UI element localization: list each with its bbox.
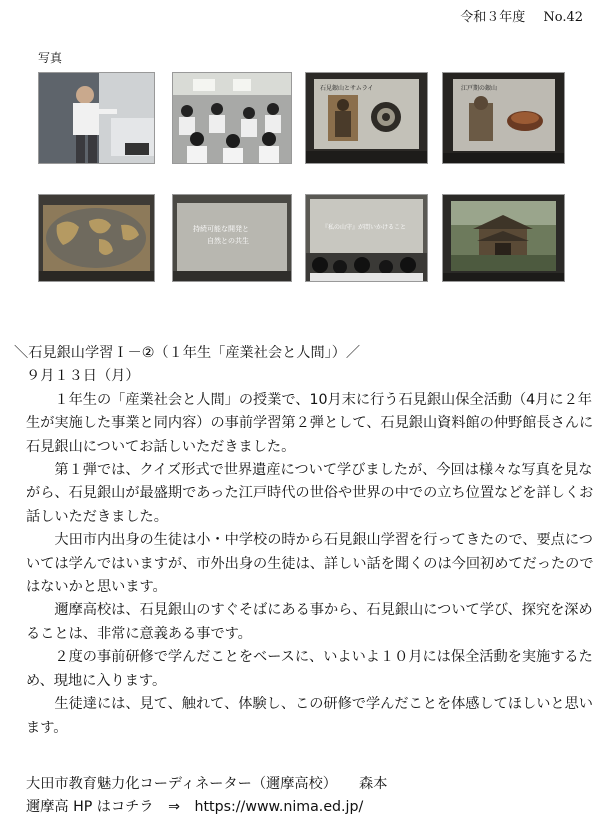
author-name: 森本 [359, 776, 388, 792]
photo-slide-audience [305, 194, 428, 282]
photo-slide-worldmap [38, 194, 155, 282]
photo-slide-ingots [442, 72, 565, 164]
coordinator-title: 大田市教育魅力化コーディネーター（邇摩高校） [26, 776, 337, 792]
slide-title-line1: 持続可能な開発と [193, 225, 249, 233]
article-title: ＼石見銀山学習Ｉ－②（１年生「産業社会と人間」）／ [14, 345, 361, 361]
fiscal-year: 令和３年度 [460, 10, 526, 25]
paragraph: ２度の事前研修で学んだことをベースに、いよいよ１０月には保全活動を実施するため、現地に入ります。 [26, 649, 593, 689]
slide-title-line2: 自然との共生 [207, 237, 249, 245]
paragraph: 生徒達には、見て、触れて、体験し、この研修で学んだことを体感してほしいと思います。 [26, 696, 593, 736]
arrow-icon: ⇒ [168, 799, 180, 816]
article [14, 342, 604, 740]
photo-classroom [172, 72, 292, 164]
issue-number: No.42 [543, 10, 583, 25]
homepage-line [26, 796, 387, 819]
photo-label: 写真 [38, 51, 63, 65]
paragraph: 邇摩高校は、石見銀山のすぐそばにある事から、石見銀山について学び、探究を深めることは、非常に意義ある事です。 [26, 602, 593, 642]
photo-teacher [38, 72, 155, 164]
paragraph: 大田市内出身の生徒は小・中学校の時から石見銀山学習を行ってきたので、要点については学んではいますが、市外出身の生徒は、詳しい話を聞くのは今回初めてだったのではないかと思います。 [26, 532, 594, 596]
photo-slide-title [172, 194, 292, 282]
slide-heading-samurai: 石見銀山とサムライ [320, 85, 374, 92]
homepage-label: 邇摩高 HP はコチラ [26, 799, 154, 816]
paragraph: １年生の「産業社会と人間」の授業で、10月末に行う石見銀山保全活動（4月に２年生が実施した事業と同内容）の事前学習第２弾として、石見銀山資料館の仲野館長さんに石見銀山についてお話しいただきました。 [26, 391, 594, 455]
article-date: ９月１３日（月） [26, 368, 140, 385]
photo-slide-samurai [305, 72, 428, 164]
slide-heading-ingots: 江戸期の銀山 [461, 85, 498, 92]
homepage-link[interactable]: https://www.nima.ed.jp/ [194, 799, 364, 816]
footer [26, 773, 387, 820]
page-header [446, 6, 583, 25]
coordinator-line [26, 773, 387, 796]
photo-slide-shrine [442, 194, 565, 282]
paragraph: 第１弾では、クイズ形式で世界遺産について学びましたが、今回は様々な写真を見ながら、石見銀山が最盛期であった江戸時代の世俗や世界の中での立ち位置などを詳しくお話しいただきました。 [26, 462, 594, 525]
slide-title-question: 『私の山守』が問いかけること [322, 224, 407, 231]
